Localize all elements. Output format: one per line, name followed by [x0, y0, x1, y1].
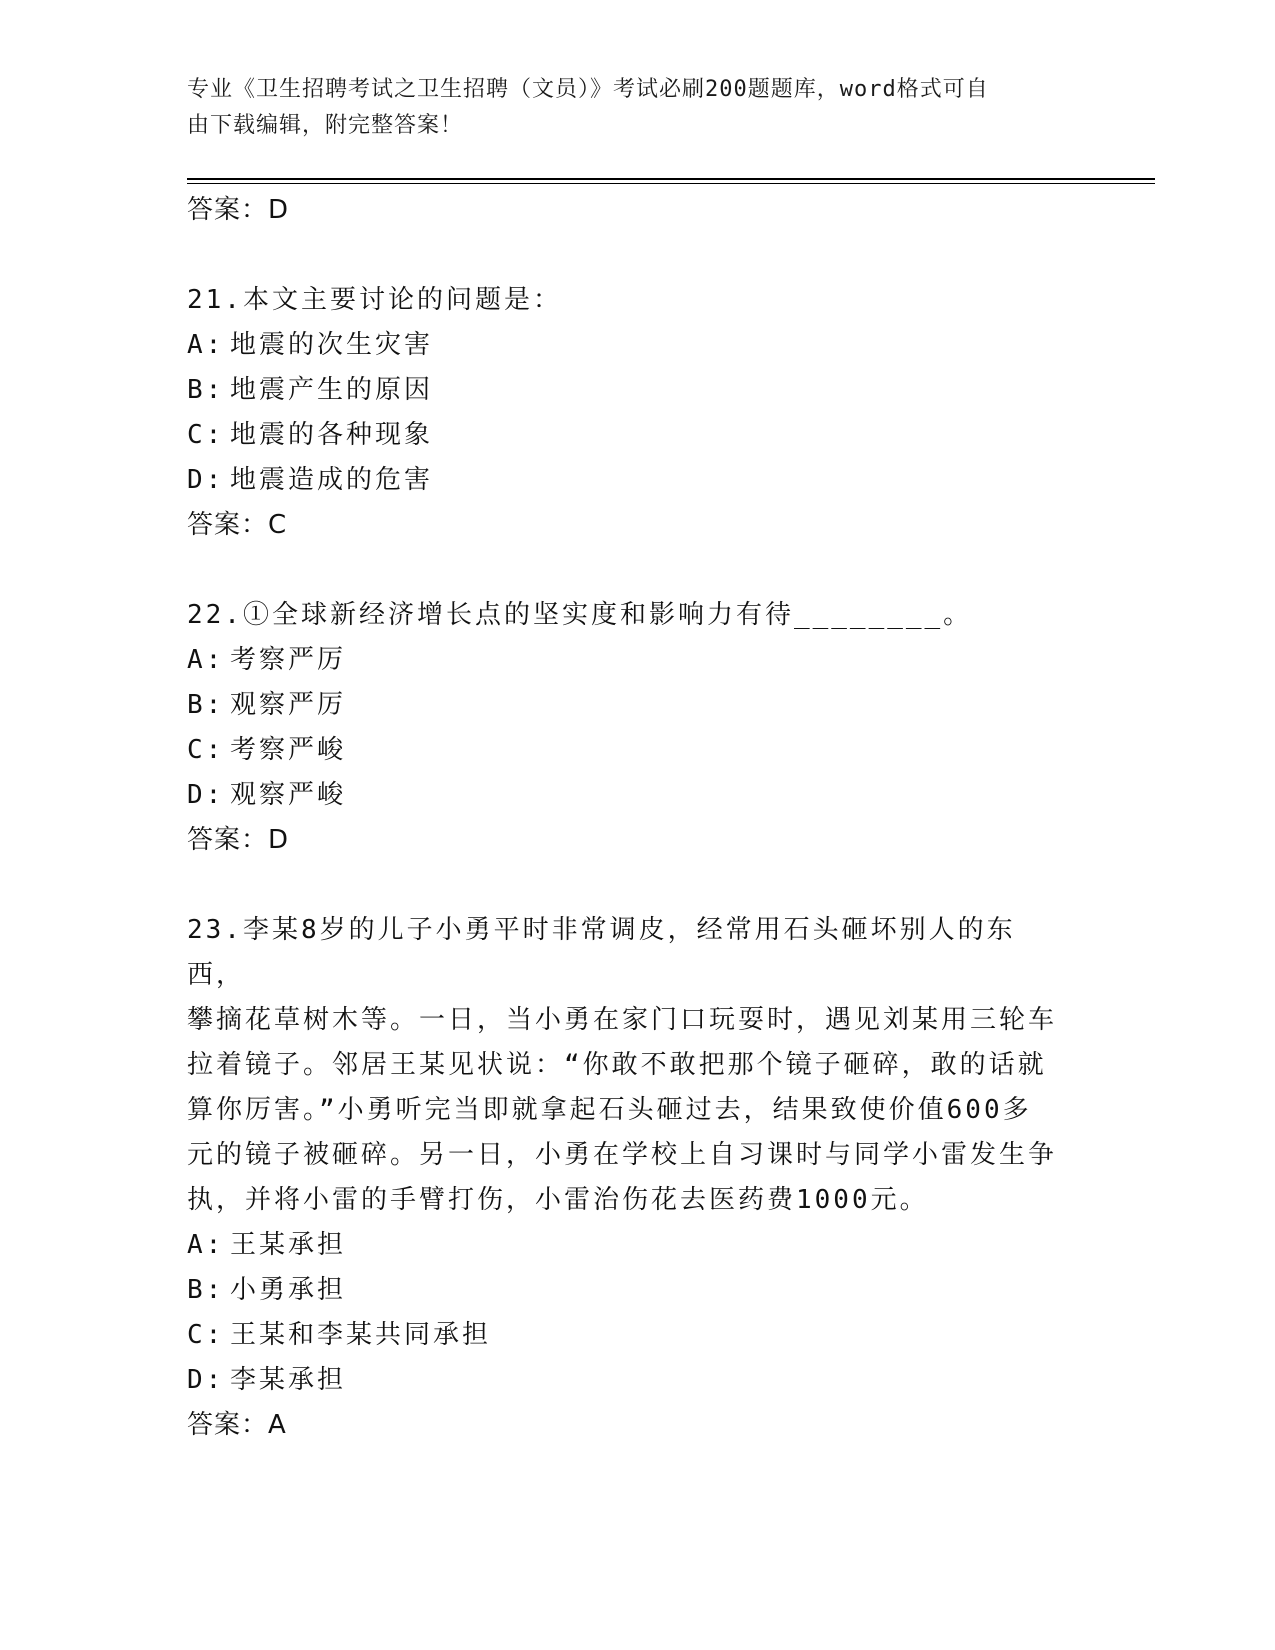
option-c: [187, 728, 1067, 773]
option-text: 小勇承担: [230, 1275, 347, 1305]
option-b: [187, 683, 1067, 728]
question-stem: 21.本文主要讨论的问题是：: [187, 285, 562, 315]
header-divider-thin: [187, 183, 1155, 184]
header-line-1: 专业《卫生招聘考试之卫生招聘（文员）》考试必刷200题题库，word格式可自: [187, 77, 989, 102]
option-d: [187, 1358, 1067, 1403]
option-text: 王某和李某共同承担: [230, 1320, 492, 1350]
question-23: [187, 908, 1067, 1448]
option-key: B:: [187, 690, 225, 720]
option-key: C:: [187, 420, 225, 450]
option-key: D:: [187, 1365, 225, 1395]
option-text: 地震的各种现象: [230, 420, 434, 450]
option-key: B:: [187, 375, 225, 405]
option-text: 地震的次生灾害: [230, 330, 434, 360]
option-key: D:: [187, 465, 225, 495]
option-a: [187, 1223, 1067, 1268]
header-line-2: 由下载编辑，附完整答案！: [187, 113, 464, 138]
option-text: 地震产生的原因: [230, 375, 434, 405]
document-header: [187, 72, 1067, 144]
option-key: A:: [187, 1230, 225, 1260]
option-text: 李某承担: [230, 1365, 347, 1395]
question-stem-line-3: 拉着镜子。邻居王某见状说：“你敢不敢把那个镜子砸碎，敢的话就: [187, 1050, 1047, 1080]
option-key: C:: [187, 735, 225, 765]
question-stem-line-1: 23.李某8岁的儿子小勇平时非常调皮，经常用石头砸坏别人的东西，: [187, 915, 1016, 990]
question-stem-line-5: 元的镜子被砸碎。另一日，小勇在学校上自习课时与同学小雷发生争: [187, 1140, 1058, 1170]
option-text: 地震造成的危害: [230, 465, 434, 495]
answer-line: 答案：D: [187, 195, 290, 225]
document-body: [187, 188, 1067, 1448]
option-a: [187, 323, 1067, 368]
answer-line: 答案：D: [187, 825, 290, 855]
question-22: [187, 593, 1067, 863]
question-stem-line-6: 执，并将小雷的手臂打伤，小雷治伤花去医药费1000元。: [187, 1185, 929, 1215]
option-c: [187, 1313, 1067, 1358]
option-key: D:: [187, 780, 225, 810]
answer-line: 答案：A: [187, 1410, 287, 1440]
option-key: C:: [187, 1320, 225, 1350]
option-key: A:: [187, 645, 225, 675]
option-text: 观察严厉: [230, 690, 347, 720]
option-b: [187, 1268, 1067, 1313]
option-a: [187, 638, 1067, 683]
option-text: 考察严峻: [230, 735, 347, 765]
option-d: [187, 773, 1067, 818]
answer-line: 答案：C: [187, 510, 288, 540]
option-text: 王某承担: [230, 1230, 347, 1260]
option-c: [187, 413, 1067, 458]
option-key: A:: [187, 330, 225, 360]
option-text: 观察严峻: [230, 780, 347, 810]
question-stem: 22.①全球新经济增长点的坚实度和影响力有待________。: [187, 600, 973, 630]
option-text: 考察严厉: [230, 645, 347, 675]
option-key: B:: [187, 1275, 225, 1305]
question-stem-line-2: 攀摘花草树木等。一日，当小勇在家门口玩耍时，遇见刘某用三轮车: [187, 1005, 1058, 1035]
question-stem-line-4: 算你厉害。”小勇听完当即就拿起石头砸过去，结果致使价值600多: [187, 1095, 1032, 1125]
option-b: [187, 368, 1067, 413]
option-d: [187, 458, 1067, 503]
question-21: [187, 278, 1067, 548]
header-divider-thick: [187, 178, 1155, 180]
